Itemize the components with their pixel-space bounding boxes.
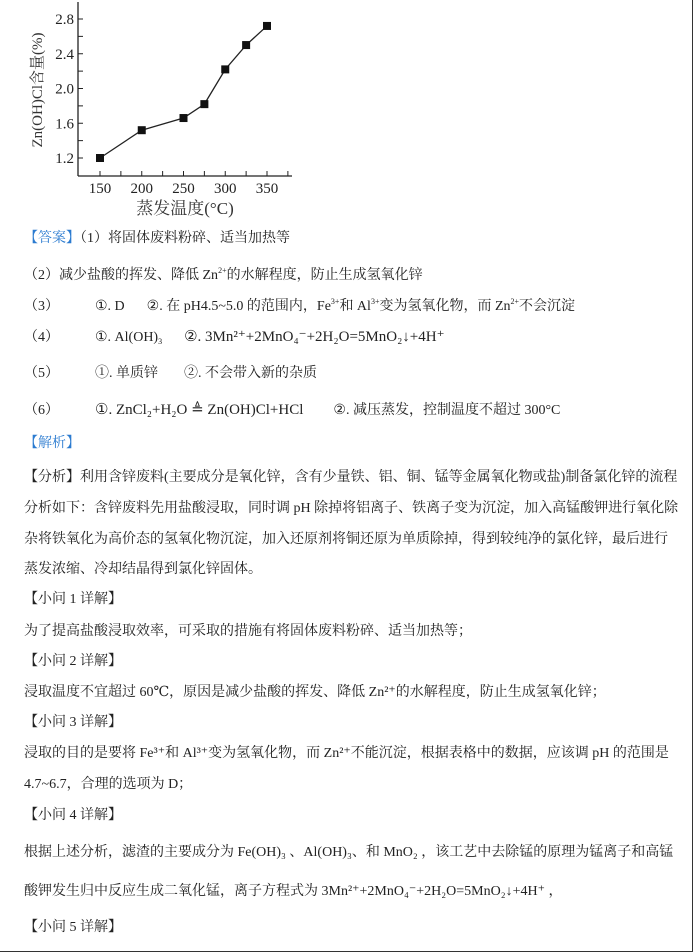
x-axis-label: 蒸发温度(°C) bbox=[136, 199, 234, 218]
answer-q4-part1: ①. Al(OH) bbox=[95, 330, 159, 345]
answer-q4-equation: ②. 3Mn²⁺+2MnO₄⁻+2H₂O=5MnO₂↓+4H⁺ bbox=[184, 329, 445, 345]
answer-q3-line bbox=[24, 292, 575, 317]
subquestion-1-text: 为了提高盐酸浸取效率，可采取的措施有将固体废料粉碎、适当加热等； bbox=[24, 624, 472, 639]
superscript: 2+ bbox=[510, 297, 520, 306]
svg-text:250: 250 bbox=[172, 181, 195, 197]
chart-axes bbox=[78, 2, 292, 176]
fenxi-label: 【分析】 bbox=[24, 470, 80, 485]
data-point-marker bbox=[221, 65, 229, 73]
fenxi-text: 利用含锌废料(主要成分是氧化锌，含有少量铁、铝、铜、锰等金属氧化物或盐)制备氯化锌的流程 bbox=[80, 470, 678, 485]
subquestion-3-text: 浸取的目的是要将 Fe³⁺和 Al³⁺变为氢氧化物，而 Zn²⁺不能沉淀，根据表格中的数据，应该调 pH 的范围是 bbox=[24, 746, 669, 761]
analysis-paragraph-line: 杂将铁氧化为高价态的氢氧化物沉淀，加入还原剂将铜还原为单质除掉，得到较纯净的氯化锌，最后进行 bbox=[24, 532, 668, 547]
answer-q3-part2: 变为氢氧化物，而 Zn bbox=[379, 299, 511, 314]
svg-text:300: 300 bbox=[214, 181, 237, 197]
answer-q1: （1）将固体废料粉碎、适当加热等 bbox=[80, 231, 290, 246]
data-point-marker bbox=[263, 22, 271, 30]
data-point-marker bbox=[200, 100, 208, 108]
data-series-line bbox=[100, 26, 267, 158]
svg-text:1.2: 1.2 bbox=[55, 151, 74, 167]
analysis-paragraph-line bbox=[24, 468, 677, 488]
subquestion-2-text: 浸取温度不宜超过 60℃，原因是减少盐酸的挥发、降低 Zn²⁺的水解程度，防止生成氢氧化锌； bbox=[24, 685, 606, 700]
subscript: 3 bbox=[158, 337, 163, 346]
data-point-marker bbox=[180, 114, 188, 122]
subquestion-3-text: 4.7~6.7，合理的选项为 D； bbox=[24, 777, 193, 792]
answer-q3-part2: 和 Al bbox=[339, 299, 371, 314]
analysis-label: 【解析】 bbox=[24, 436, 80, 451]
question-number: （5） bbox=[24, 366, 59, 381]
subquestion-5-title: 【小问 5 详解】 bbox=[24, 920, 122, 935]
answer-q3-part2: ②. 在 pH4.5~5.0 的范围内，Fe bbox=[146, 299, 331, 314]
analysis-paragraph-line: 分析如下：含锌废料先用盐酸浸取，同时调 pH 除掉将铝离子、铁离子变为沉淀，加入高锰酸钾进行氧化除 bbox=[24, 501, 679, 516]
subquestion-1-title: 【小问 1 详解】 bbox=[24, 592, 122, 607]
data-point-marker bbox=[138, 126, 146, 134]
svg-text:1.6: 1.6 bbox=[55, 116, 74, 133]
data-point-marker bbox=[96, 154, 104, 162]
subquestion-3-title: 【小问 3 详解】 bbox=[24, 715, 122, 730]
svg-text:150: 150 bbox=[88, 181, 112, 197]
answer-q5-line bbox=[24, 364, 317, 384]
data-markers bbox=[96, 22, 271, 162]
answer-q3-part2: 不会沉淀 bbox=[519, 299, 576, 314]
data-point-marker bbox=[242, 41, 250, 49]
answer-q2-line bbox=[24, 261, 423, 286]
answer-q6-equation: ①. ZnCl₂+H₂O ≜ Zn(OH)Cl+HCl bbox=[95, 402, 304, 418]
svg-text:350: 350 bbox=[255, 181, 279, 197]
y-axis-ticks bbox=[78, 19, 83, 158]
superscript: 3+ bbox=[330, 297, 340, 306]
svg-text:2.0: 2.0 bbox=[55, 81, 74, 98]
answer-q1-line bbox=[24, 229, 290, 249]
answer-q2-text: （2）减少盐酸的挥发、降低 Zn bbox=[24, 268, 219, 283]
subquestion-4-text: 酸钾发生归中反应生成二氧化锰，离子方程式为 3Mn²⁺+2MnO₄⁻+2H₂O=5MnO₂↓+4H⁺ ， bbox=[24, 884, 563, 899]
analysis-paragraph-line: 蒸发浓缩、冷却结晶得到氯化锌固体。 bbox=[24, 562, 262, 577]
subquestion-4-text: 根据上述分析，滤渣的主要成分为 Fe(OH)₃ 、Al(OH)₃、和 MnO₂ ，该工艺中去除锰的原理为锰离子和高锰 bbox=[24, 845, 674, 860]
svg-text:2.8: 2.8 bbox=[55, 12, 74, 28]
x-tick-labels bbox=[89, 181, 279, 197]
superscript: 3+ bbox=[370, 297, 380, 306]
answer-q6-part2: ②. 减压蒸发，控制温度不超过 300°C bbox=[333, 403, 561, 418]
answer-label: 【答案】 bbox=[24, 231, 80, 246]
question-number: （4） bbox=[24, 330, 59, 345]
question-number: （6） bbox=[24, 403, 59, 418]
y-axis-label: Zn(OH)Cl含量(%) bbox=[30, 32, 46, 148]
svg-text:200: 200 bbox=[130, 181, 153, 197]
question-number: （3） bbox=[24, 299, 59, 314]
answer-q3-part1: ①. D bbox=[95, 299, 125, 314]
answer-q5-part2: ②. 不会带入新的杂质 bbox=[184, 366, 317, 381]
subquestion-2-title: 【小问 2 详解】 bbox=[24, 654, 122, 669]
svg-text:2.4: 2.4 bbox=[55, 46, 74, 63]
answer-q4-line bbox=[24, 327, 445, 352]
y-tick-labels bbox=[55, 12, 74, 167]
answer-q2-text: 的水解程度，防止生成氢氧化锌 bbox=[226, 268, 423, 283]
subquestion-4-title: 【小问 4 详解】 bbox=[24, 808, 122, 823]
answer-q6-line bbox=[24, 400, 560, 421]
line-chart bbox=[0, 0, 300, 225]
answer-q5-part1: ①. 单质锌 bbox=[95, 366, 158, 381]
x-axis-ticks bbox=[100, 171, 288, 176]
superscript: 2+ bbox=[218, 266, 227, 275]
